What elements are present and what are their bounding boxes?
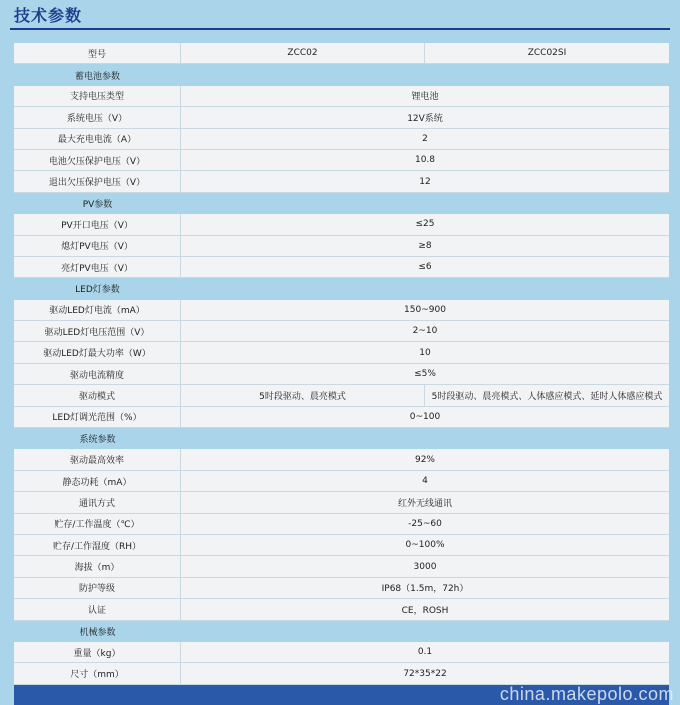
table-row [14, 514, 669, 535]
param-value: 0~100 [409, 411, 441, 422]
spec-table [14, 43, 669, 685]
param-label: 重量（kg） [14, 642, 181, 662]
section-row [14, 278, 669, 299]
table-row [14, 556, 669, 577]
header-label: 型号 [14, 43, 181, 63]
section-title: LED灯参数 [75, 285, 120, 296]
param-label: 熄灯PV电压（V） [14, 236, 181, 256]
table-row [14, 107, 669, 128]
param-value: 0.1 [417, 647, 433, 658]
param-value: 2~10 [412, 326, 438, 337]
header-model-zcc02: ZCC02 [181, 43, 425, 63]
param-label: 系统电压（V） [14, 107, 181, 127]
param-label: 海拔（m） [14, 556, 181, 576]
param-value: ≤25 [415, 219, 435, 230]
table-row [14, 599, 669, 620]
param-label: 认证 [14, 599, 181, 619]
section-title: 机械参数 [79, 627, 116, 638]
table-row [14, 385, 669, 406]
table-row [14, 86, 669, 107]
header-model-zcc02si: ZCC02SI [527, 48, 567, 59]
param-label: 驱动LED灯电流（mA） [14, 300, 181, 320]
param-label: 亮灯PV电压（V） [14, 257, 181, 277]
table-row [14, 578, 669, 599]
param-label: 通讯方式 [14, 492, 181, 512]
table-row [14, 257, 669, 278]
param-value: -25~60 [408, 518, 442, 529]
param-value: 0~100% [405, 540, 445, 551]
table-row [14, 663, 669, 684]
table-row [14, 300, 669, 321]
param-label: 驱动LED灯电压范围（V） [14, 321, 181, 341]
param-label: 驱动最高效率 [14, 449, 181, 469]
table-row [14, 214, 669, 235]
param-value: 4 [422, 476, 428, 486]
param-label: 最大充电电流（A） [14, 129, 181, 149]
title-divider [10, 28, 670, 30]
param-value: 92% [414, 454, 435, 465]
section-row [14, 193, 669, 214]
param-value: 12 [419, 176, 431, 187]
page-title: 技术参数 [14, 6, 83, 25]
table-row [14, 471, 669, 492]
table-row [14, 535, 669, 556]
param-value-zcc02si: 5时段驱动、晨亮模式、人体感应模式、延时人体感应模式 [431, 391, 663, 402]
table-row [14, 342, 669, 363]
table-row [14, 236, 669, 257]
table-row [14, 642, 669, 663]
param-label: 贮存/工作温度（℃） [14, 514, 181, 534]
param-value: 150~900 [404, 304, 446, 315]
param-label: 驱动电流精度 [14, 364, 181, 384]
table-row [14, 364, 669, 385]
param-value: 3000 [413, 561, 437, 572]
param-value: ≤6 [418, 262, 432, 273]
section-title: 蓄电池参数 [74, 71, 120, 82]
param-value: 红外无线通讯 [397, 498, 452, 509]
table-row [14, 150, 669, 171]
table-row [14, 449, 669, 470]
table-header-row [14, 43, 669, 64]
param-label: 防护等级 [14, 578, 181, 598]
param-label: LED灯调光范围（%） [14, 407, 181, 427]
param-value: 锂电池 [411, 92, 439, 103]
param-label: 电池欠压保护电压（V） [14, 150, 181, 170]
param-label: 驱动LED灯最大功率（W） [14, 342, 181, 362]
param-value: 72*35*22 [403, 668, 447, 679]
param-value: 2 [422, 133, 428, 144]
param-label: 静态功耗（mA） [14, 471, 181, 491]
param-label: 贮存/工作湿度（RH） [14, 535, 181, 555]
param-value: 10.8 [414, 155, 436, 166]
param-value: 12V系统 [407, 113, 443, 124]
param-value: ≥8 [418, 240, 432, 251]
section-title: PV参数 [82, 199, 113, 210]
param-label: 支持电压类型 [14, 86, 181, 106]
section-row [14, 428, 669, 449]
param-label: 退出欠压保护电压（V） [14, 171, 181, 191]
param-value: IP68（1.5m，72h） [381, 584, 469, 595]
param-value: CE，ROSH [401, 605, 449, 616]
table-row [14, 321, 669, 342]
watermark: china.makepolo.com [499, 684, 674, 704]
table-row [14, 171, 669, 192]
table-row [14, 129, 669, 150]
param-label: PV开口电压（V） [14, 214, 181, 234]
param-label: 尺寸（mm） [14, 663, 181, 683]
section-title: 系统参数 [79, 435, 116, 446]
param-label: 驱动模式 [14, 385, 181, 405]
table-row [14, 492, 669, 513]
param-value: 10 [419, 347, 431, 358]
section-row [14, 621, 669, 642]
table-row [14, 407, 669, 428]
section-row [14, 64, 669, 85]
param-value-zcc02: 5时段驱动、晨亮模式 [181, 385, 425, 405]
param-value: ≤5% [414, 369, 436, 380]
